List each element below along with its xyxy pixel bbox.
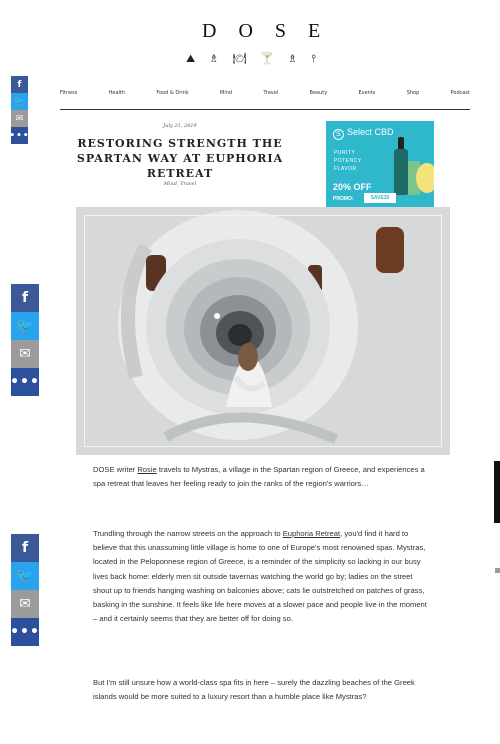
site-logo[interactable]: DOSE: [202, 20, 343, 42]
logo-icon-row: [186, 52, 316, 66]
share-bar-mid: [11, 284, 39, 396]
euphoria-retreat-link[interactable]: Euphoria Retreat: [282, 529, 341, 538]
more-share-button[interactable]: •••: [11, 368, 39, 396]
article-paragraph: [93, 527, 430, 626]
email-share-button[interactable]: ✉: [11, 340, 39, 368]
intro-text: DOSE writer: [93, 465, 138, 474]
scrollbar-thumb[interactable]: [494, 461, 500, 523]
nav-fitness[interactable]: Fitness: [60, 90, 78, 96]
author-link[interactable]: Rosie: [137, 465, 157, 474]
share-bar-lower: [11, 534, 39, 646]
dumbbell-icon: ⫯: [311, 52, 316, 65]
more-share-button[interactable]: •••: [11, 127, 28, 144]
ad-promo-code: SAVE20: [364, 193, 396, 203]
ad-feature: PURITY: [334, 150, 356, 156]
paragraph-text: , you'd find it hard to believe that this unassuming little village is home to one of Europe's most renowned spas. Mystras, located in the Peloponnese region of Greece, is a reminder of the simplicity so lacking in our busy lives back home: elderly men sit outside tavernas watching the world go by; ladies on the street shout up to friends hanging washing on balconies above; cats lie outstretched on patches of grass, basking in the sunshine. It feels like life here moves at a slower pace and people live in the moment – and it certainly seems that they are better off for doing so.: [93, 529, 427, 624]
nav-food-drink[interactable]: Food & Drink: [156, 90, 189, 96]
food-icon: 🍽: [232, 52, 247, 65]
nav-health[interactable]: Health: [108, 90, 126, 96]
facebook-share-button[interactable]: f: [11, 284, 39, 312]
article-category[interactable]: Mind, Travel: [163, 181, 197, 187]
facebook-share-button[interactable]: f: [11, 534, 39, 562]
ad-feature: POTENCY: [334, 158, 362, 164]
hero-image: [76, 207, 450, 455]
figure-icon: ♗: [208, 52, 219, 65]
article-date: July 21, 2019: [163, 123, 197, 129]
twitter-share-button[interactable]: 🐦: [11, 312, 39, 340]
email-share-button[interactable]: ✉: [11, 110, 28, 127]
nav-podcast[interactable]: Podcast: [450, 90, 470, 96]
hero-frame: [84, 215, 442, 447]
intro-text: travels to Mystras, a village in the Spartan region of Greece, and experiences a spa retreat that leaves her feeling ready to join the ranks of the region's warriors…: [93, 465, 425, 489]
ad-promo-label: PROMO:: [333, 196, 354, 202]
nav-shop[interactable]: Shop: [406, 90, 420, 96]
more-share-button[interactable]: •••: [11, 618, 39, 646]
nav-beauty[interactable]: Beauty: [309, 90, 328, 96]
yoga-icon: ♗: [287, 52, 298, 65]
select-logo-icon: S: [333, 129, 344, 140]
cocktail-icon: 🍸: [260, 52, 274, 65]
ad-feature: FLAVOR: [334, 166, 357, 172]
lemon-icon: [416, 163, 434, 193]
cbd-bottle-icon: [394, 149, 408, 195]
twitter-share-button[interactable]: 🐦: [11, 93, 28, 110]
select-cbd-ad[interactable]: [326, 121, 434, 207]
article-intro: [93, 463, 430, 491]
ad-features: [334, 149, 362, 173]
article-title: RESTORING STRENGTH THE SPARTAN WAY AT EUPHORIA RETREAT: [76, 137, 284, 180]
scroll-marker: [495, 568, 500, 573]
ad-brand-name: Select CBD: [347, 127, 394, 137]
ad-brand: [333, 127, 394, 140]
article-paragraph: But I'm still unsure how a world-class spa fits in here – surely the dazzling beaches of the Greek islands would be more suited to a luxury resort than a humble place like Mystras?: [93, 678, 415, 702]
ad-offer: 20% OFF: [333, 182, 372, 192]
twitter-share-button[interactable]: 🐦: [11, 562, 39, 590]
mountain-icon: ⛰: [186, 52, 196, 65]
email-share-button[interactable]: ✉: [11, 590, 39, 618]
site-header: [0, 0, 500, 210]
facebook-share-button[interactable]: f: [11, 76, 28, 93]
nav-mind[interactable]: Mind: [220, 90, 233, 96]
nav-events[interactable]: Events: [358, 90, 376, 96]
paragraph-text: Trundling through the narrow streets on the approach to: [93, 529, 283, 538]
nav-travel[interactable]: Travel: [263, 90, 279, 96]
main-nav: [60, 90, 470, 96]
share-bar-small: [11, 76, 28, 144]
nav-divider: [60, 109, 470, 110]
